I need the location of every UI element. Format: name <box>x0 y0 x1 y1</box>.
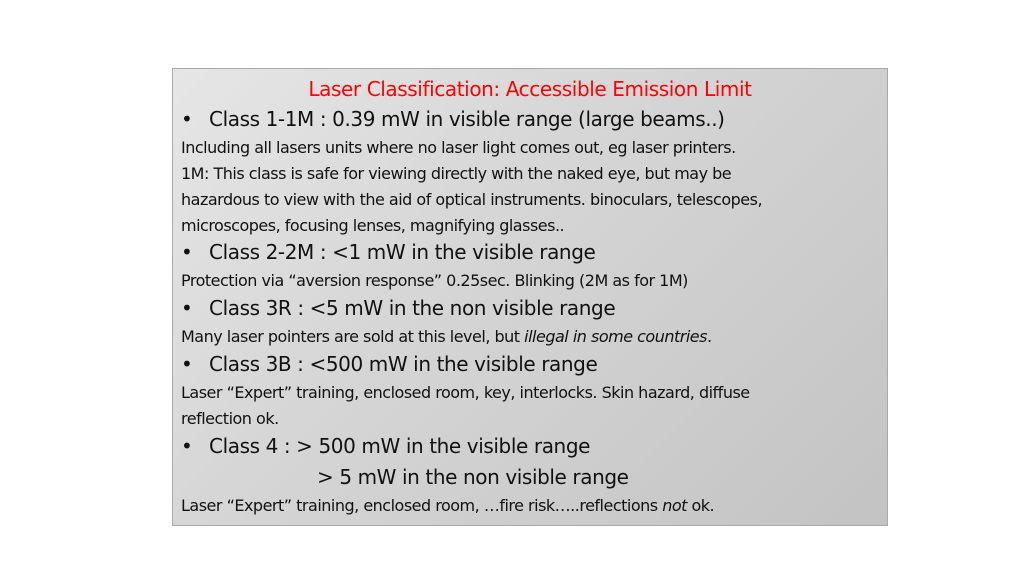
class4-desc-text: Laser “Expert” training, enclosed room, …fire risk…..reflections <box>181 496 663 515</box>
bullet-icon: • <box>181 107 193 131</box>
bullet-icon: • <box>181 352 193 376</box>
bullet-icon: • <box>181 296 193 320</box>
class3b-heading: Class 3B : <500 mW in the visible range <box>209 352 598 376</box>
class3r-heading: Class 3R : <5 mW in the non visible range <box>209 296 616 320</box>
bullet-icon: • <box>181 434 193 458</box>
class3r-desc-emphasis: illegal in some countries <box>524 327 707 346</box>
class1-heading: Class 1-1M : 0.39 mW in visible range (large beams..) <box>209 107 725 131</box>
slide-title: Laser Classification: Accessible Emission Limit <box>308 77 752 101</box>
class1-desc-1: Including all lasers units where no laser light comes out, eg laser printers. <box>181 138 736 157</box>
class4-heading: Class 4 : > 500 mW in the visible range <box>209 434 591 458</box>
class4-heading-2: > 5 mW in the non visible range <box>317 465 629 489</box>
class3r-desc-1 <box>181 327 712 346</box>
class1-desc-4: microscopes, focusing lenses, magnifying glasses.. <box>181 216 565 235</box>
class4-desc-end: ok. <box>686 496 715 515</box>
class1-desc-2: 1M: This class is safe for viewing directly with the naked eye, but may be <box>181 164 732 183</box>
class3r-desc-end: . <box>706 327 712 346</box>
class4-desc-1 <box>181 496 714 515</box>
class2-desc-1: Protection via “aversion response” 0.25sec. Blinking (2M as for 1M) <box>181 271 688 290</box>
class2-heading: Class 2-2M : <1 mW in the visible range <box>209 240 596 264</box>
class4-desc-emphasis: not <box>662 496 687 515</box>
class3b-desc-2: reflection ok. <box>181 409 279 428</box>
content-box <box>172 68 888 526</box>
class3b-desc-1: Laser “Expert” training, enclosed room, key, interlocks. Skin hazard, diffuse <box>181 383 750 402</box>
class1-desc-3: hazardous to view with the aid of optical instruments. binoculars, telescopes, <box>181 190 763 209</box>
bullet-icon: • <box>181 240 193 264</box>
class3r-desc-text: Many laser pointers are sold at this level, but <box>181 327 525 346</box>
